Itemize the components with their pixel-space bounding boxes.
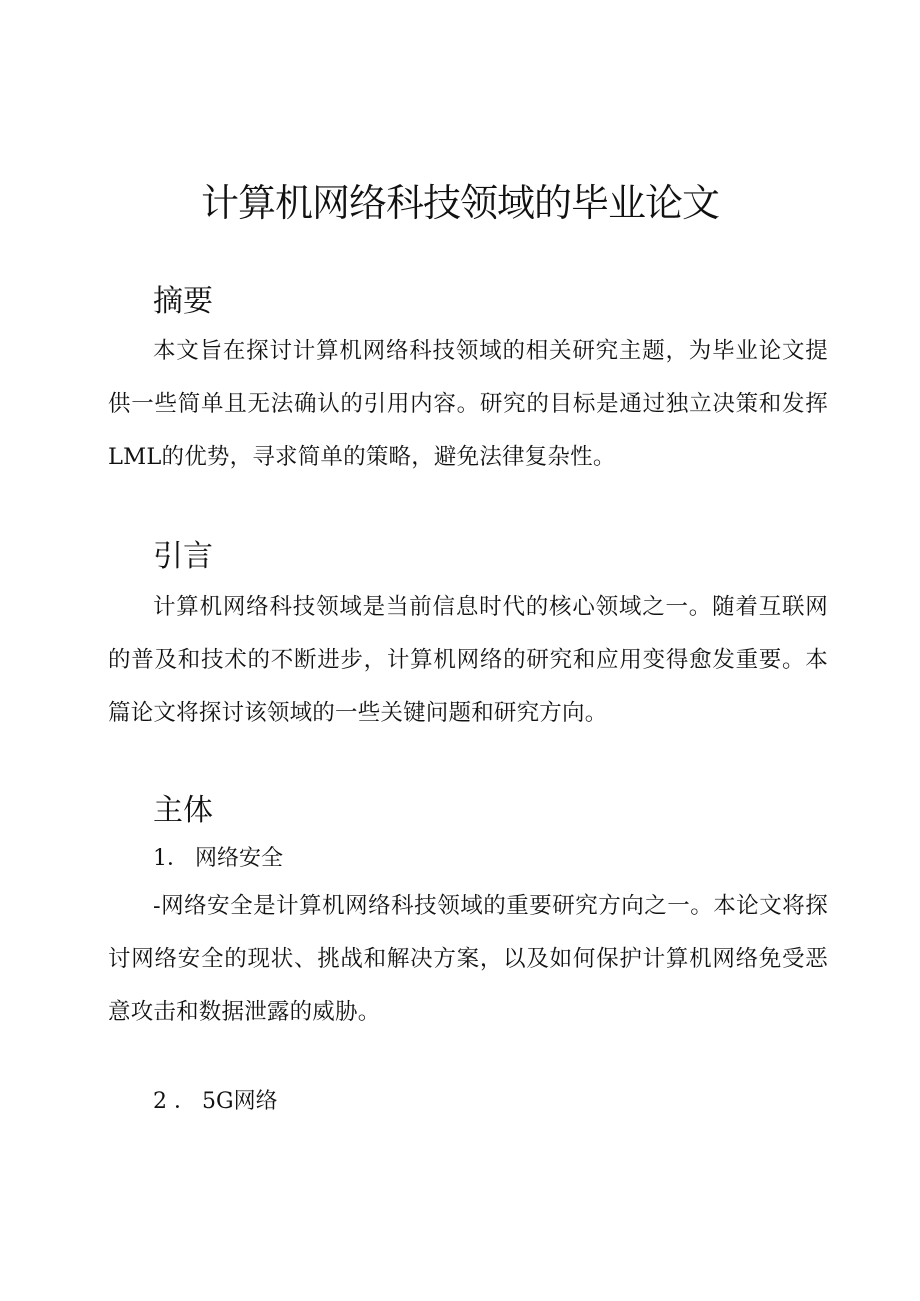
abstract-body: 本文旨在探讨计算机网络科技领域的相关研究主题，为毕业论文提供一些简单且无法确认的引用内容。研究的目标是通过独立决策和发挥LML的优势，寻求简单的策略，避免法律复杂性。 [108,338,828,470]
subsection-2-heading [153,1087,278,1117]
subsection-1-heading [153,844,283,874]
document-title: 计算机网络科技领域的毕业论文 [200,181,719,225]
main-heading: 主体 [153,793,213,828]
introduction-heading: 引言 [153,539,213,574]
subsection-1-number: 1． [153,846,189,871]
subsection-1-title: 网络安全 [195,846,284,871]
abstract-heading: 摘要 [153,284,213,319]
subsection-1-body: -网络安全是计算机网络科技领域的重要研究方向之一。本论文将探讨网络安全的现状、挑战和解决方案，以及如何保护计算机网络免受恶意攻击和数据泄露的威胁。 [108,893,828,1025]
subsection-2-title: 5G网络 [202,1089,278,1114]
subsection-2-number: 2 ． [153,1089,196,1114]
introduction-body: 计算机网络科技领域是当前信息时代的核心领域之一。随着互联网的普及和技术的不断进步，计算机网络的研究和应用变得愈发重要。本篇论文将探讨该领域的一些关键问题和研究方向。 [108,594,828,726]
